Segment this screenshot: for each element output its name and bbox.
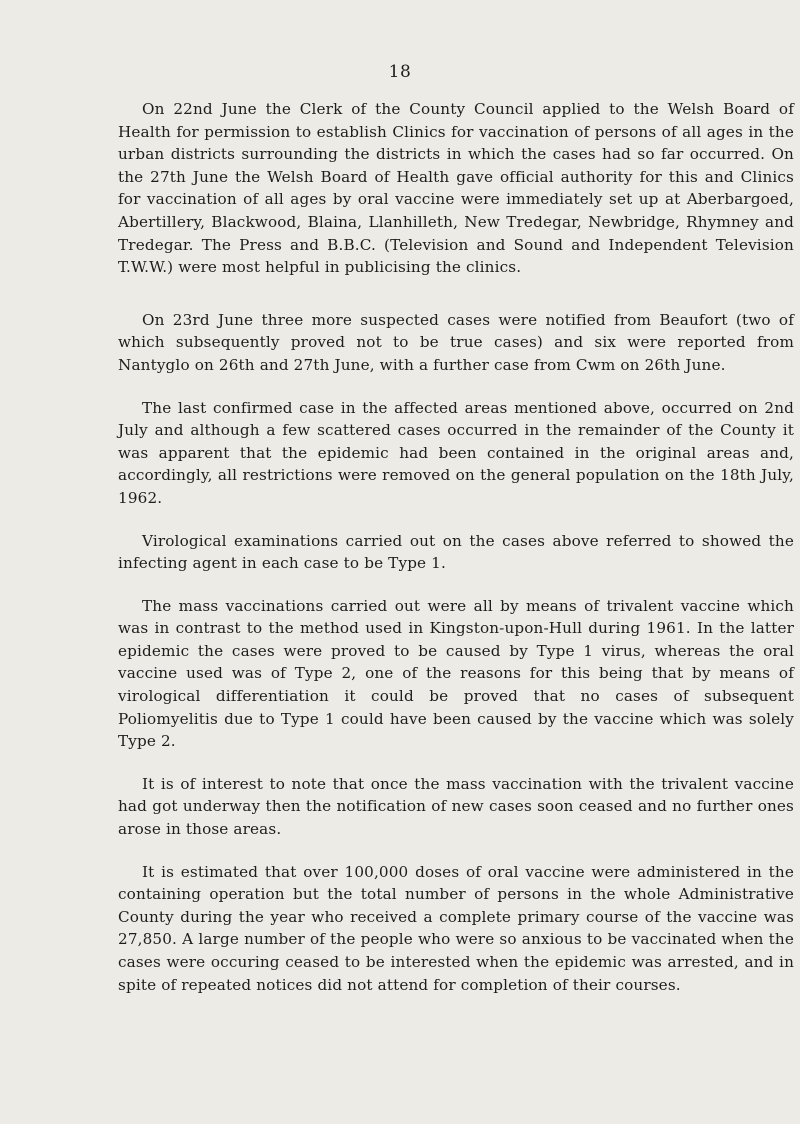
paragraph-trivalent-vaccine: The mass vaccinations carried out were all by means of trivalent vaccine which was in contrast to the method used in Kingston-upon-Hull during 1961. In the latter epidemic the cases were proved to be caused by Type 1 virus, whereas the oral vaccine used was of Type 2, one of the reasons for this being that by means of virological differentiation it could be proved that no cases of subsequent Poliomyelitis due to Type 1 could have been caused by the vaccine which was solely Type 2. [118, 596, 794, 751]
paragraph-welsh-board-clinics: On 22nd June the Clerk of the County Council applied to the Welsh Board of Health for permission to establish Clinics for vaccination of persons of all ages in the urban districts surrounding the districts in which the cases had so far occurred. On the 27th June the Welsh Board of Health gave official authority for this and Clinics for vaccination of all ages by oral vaccine were immediately set up at Aberbargoed, Abertillery, Blackwood, Blaina, Llanhilleth, New Tredegar, Newbridge, Rhymney and Tredegar. The Press and B.B.C. (Television and Sound and Independent Television T.W.W.) were most helpful in publicising the clinics. [118, 100, 794, 277]
paragraph-last-confirmed-case: The last confirmed case in the affected areas mentioned above, occurred on 2nd July and although a few scattered cases occurred in the remainder of the County it was apparent that the epidemic had been contained in the original areas and, accordingly, all restrictions were removed on the general population on the 18th July, 1962. [118, 398, 794, 507]
paragraph-doses-administered: It is estimated that over 100,000 doses of oral vaccine were administered in the containing operation but the total number of persons in the whole Administrative County during the year who received a complete primary course of the vaccine was 27,850. A large number of the people who were so anxious to be vaccinated when the cases were occuring ceased to be interested when the epidemic was arrested, and in spite of repeated notices did not attend for completion of their courses. [118, 862, 794, 994]
paragraph-virological-examinations: Virological examinations carried out on the cases above referred to showed the infecting agent in each case to be Type 1. [118, 531, 794, 573]
body-text [118, 98, 794, 1016]
page-number: 18 [388, 62, 412, 82]
paragraph-beaufort-nantyglo-cases: On 23rd June three more suspected cases were notified from Beaufort (two of which subsequently proved not to be true cases) and six were reported from Nantyglo on 26th and 27th June, with a further case from Cwm on 26th June. [118, 310, 794, 374]
paragraph-notification-ceased: It is of interest to note that once the mass vaccination with the trivalent vaccine had got underway then the notification of new cases soon ceased and no further ones arose in those areas. [118, 774, 794, 839]
